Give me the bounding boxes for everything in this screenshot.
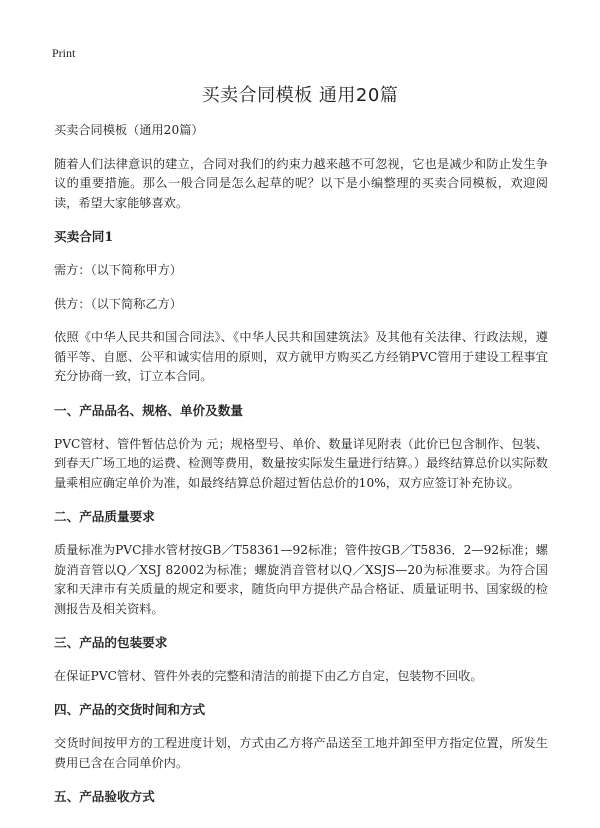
section-heading: 二、产品质量要求 xyxy=(54,509,155,525)
document-subtitle: 买卖合同模板（通用20篇） xyxy=(54,123,204,137)
buyer-line: 需方：（以下简称甲方） xyxy=(54,262,182,277)
section-heading: 四、产品的交货时间和方式 xyxy=(54,702,206,718)
section-text: 交货时间按甲方的工程进度计划，方式由乙方将产品送至工地并卸至甲方指定位置，所发生费用已含在合同单价内。 xyxy=(54,736,548,770)
section-text: 质量标准为PVC排水管材按GB／T58361—92标准；管件按GB／T5836．2—92标准；螺旋消音管以Q／XSJ 82002为标准；螺旋消音管材以Q／XSJS—20为标准要求。为符合国家和天津市有关质量的规定和要求，随货向甲方提供产品合格证、质量证明书、国家级的检测报告及相关资料。 xyxy=(54,542,548,616)
intro-paragraph: 随着人们法律意识的建立，合同对我们的约束力越来越不可忽视，它也是减少和防止发生争议的重要措施。那么一般合同是怎么起草的呢？以下是小编整理的买卖合同模板，欢迎阅读，希望大家能够喜欢。 xyxy=(54,156,548,210)
section-text: 在保证PVC管材、管件外表的完整和清洁的前提下由乙方自定，包装物不回收。 xyxy=(54,668,483,683)
contract-heading: 买卖合同1 xyxy=(54,229,114,245)
print-link[interactable]: Print xyxy=(52,46,76,60)
page-title: 买卖合同模板 通用20篇 xyxy=(201,85,399,106)
section-heading: 一、产品品名、规格、单价及数量 xyxy=(54,402,243,418)
seller-line: 供方：（以下简称乙方） xyxy=(54,296,182,311)
document-body xyxy=(54,121,548,821)
section-text: PVC管材、管件暂估总价为 元；规格型号、单价、数量详见附表（此价已包含制作、包装、到春天广场工地的运费、检测等费用，数量按实际发生量进行结算。）最终结算总价以实际数量乘相应确定单价为准，如最终结算总价超过暂估总价的10%，双方应签订补充协议。 xyxy=(54,436,548,490)
section-heading: 五、产品验收方式 xyxy=(54,789,155,805)
basis-paragraph: 依照《中华人民共和国合同法》、《中华人民共和国建筑法》及其他有关法律、行政法规，遵循平等、自愿、公平和诚实信用的原则，双方就甲方购买乙方经销PVC管用于建设工程事宜充分协商一致，订立本合同。 xyxy=(54,330,548,384)
section-heading: 三、产品的包装要求 xyxy=(54,635,168,651)
